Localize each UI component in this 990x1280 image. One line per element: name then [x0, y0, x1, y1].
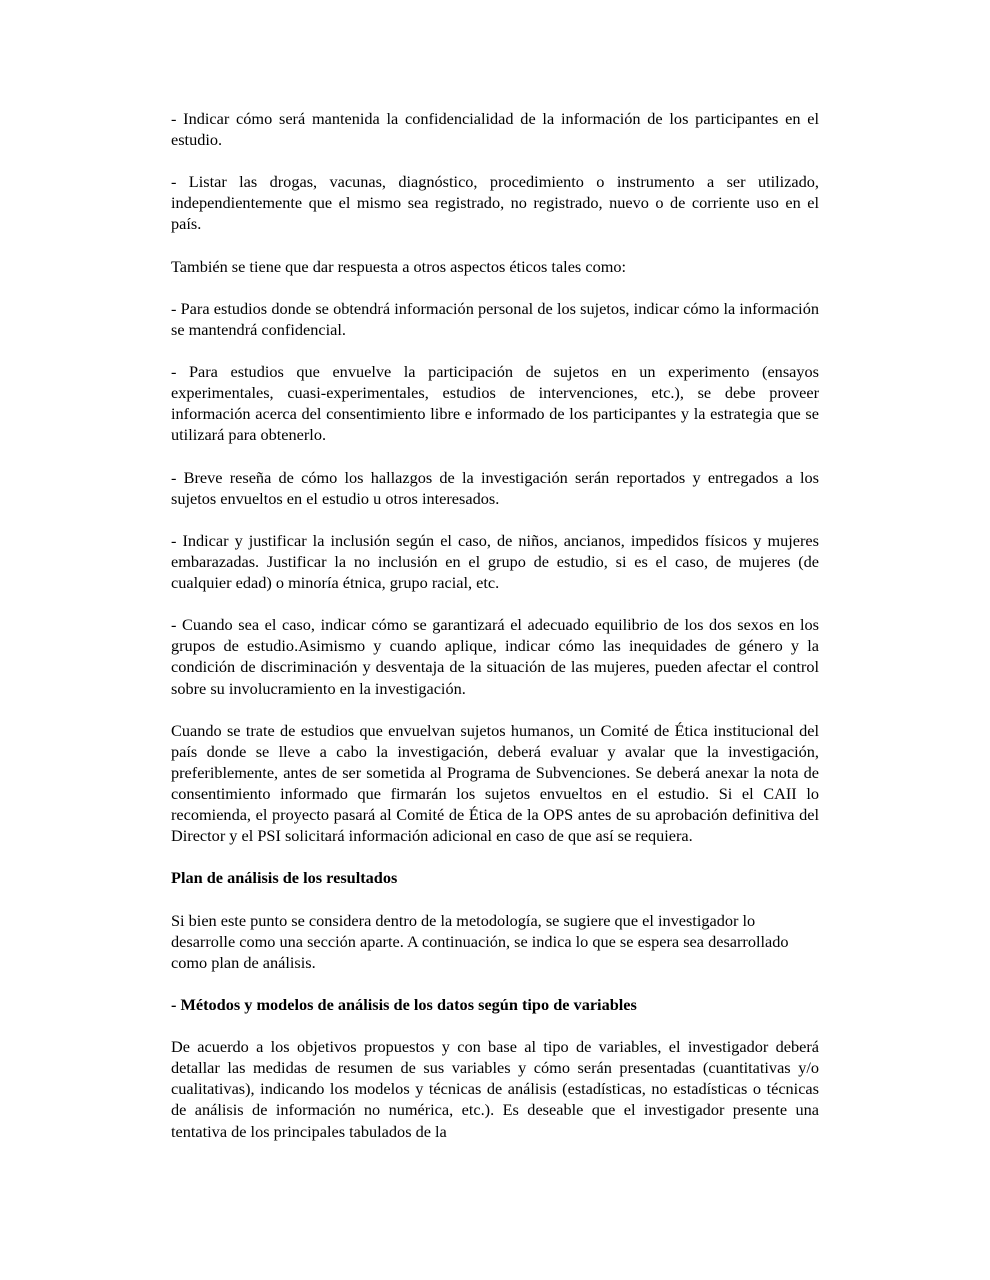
paragraph-informacion-personal: - Para estudios donde se obtendrá información personal de los sujetos, indicar cómo la información se mantendrá confidencial. — [171, 298, 819, 339]
paragraph-confidencialidad: - Indicar cómo será mantenida la confidencialidad de la información de los participantes en el estudio. — [171, 109, 819, 150]
paragraph-equilibrio-sexos: - Cuando sea el caso, indicar cómo se garantizará el adecuado equilibrio de los dos sexos en los grupos de estudio.Asimismo y cuando aplique, indicar cómo las inequidades de género y la condición de discriminación y desventaja de la situación de las mujeres, pueden afectar el control sobre su involucramiento en la investigación. — [171, 615, 819, 698]
heading-metodos-modelos: - Métodos y modelos de análisis de los datos según tipo de variables — [171, 994, 637, 1014]
paragraph-hallazgos: - Breve reseña de cómo los hallazgos de la investigación serán reportados y entregados a los sujetos envueltos en el estudio u otros interesados. — [171, 467, 819, 508]
paragraph-plan-intro: Si bien este punto se considera dentro de la metodología, se sugiere que el investigador lo desarrolle como una sección aparte. A continuación, se indica lo que se espera sea desarrollado como plan de análisis. — [171, 910, 789, 972]
paragraph-listar-drogas: - Listar las drogas, vacunas, diagnóstico, procedimiento o instrumento a ser utilizado, independientemente que el mismo sea registrado, no registrado, nuevo o de corriente uso en el país. — [171, 172, 819, 234]
paragraph-metodos-body: De acuerdo a los objetivos propuestos y con base al tipo de variables, el investigador deberá detallar las medidas de resumen de sus variables y cómo serán presentadas (cuantitativas y/o cualitativas), indicando los modelos y técnicas de análisis (estadísticas, no estadísticas o técnicas de análisis de información no numérica, etc.). Es deseable que el investigador presente una tentativa de los principales tabulados de la — [171, 1037, 819, 1141]
document-page — [171, 108, 819, 1163]
paragraph-consentimiento: - Para estudios que envuelve la participación de sujetos en un experimento (ensayos experimentales, cuasi-experimentales, estudios de intervenciones, etc.), se debe proveer información acerca del consentimiento libre e informado de los participantes y la estrategia que se utilizará para obtenerlo. — [171, 362, 819, 445]
heading-plan-analisis: Plan de análisis de los resultados — [171, 868, 398, 888]
paragraph-comite-etica: Cuando se trate de estudios que envuelvan sujetos humanos, un Comité de Ética institucional del país donde se lleve a cabo la investigación, deberá evaluar y avalar que la investigación, preferiblemente, antes de ser sometida al Programa de Subvenciones. Se deberá anexar la nota de consentimiento informado que firmarán los sujetos envueltos en el estudio. Si el CAII lo recomienda, el proyecto pasará al Comité de Ética de la OPS antes de su aprobación definitiva del Director y el PSI solicitará información adicional en caso de que así se requiera. — [171, 720, 819, 846]
paragraph-inclusion: - Indicar y justificar la inclusión según el caso, de niños, ancianos, impedidos físicos y mujeres embarazadas. Justificar la no inclusión en el grupo de estudio, si es el caso, de mujeres (de cualquier edad) o minoría étnica, grupo racial, etc. — [171, 530, 819, 593]
paragraph-aspectos-eticos: También se tiene que dar respuesta a otros aspectos éticos tales como: — [171, 256, 627, 276]
